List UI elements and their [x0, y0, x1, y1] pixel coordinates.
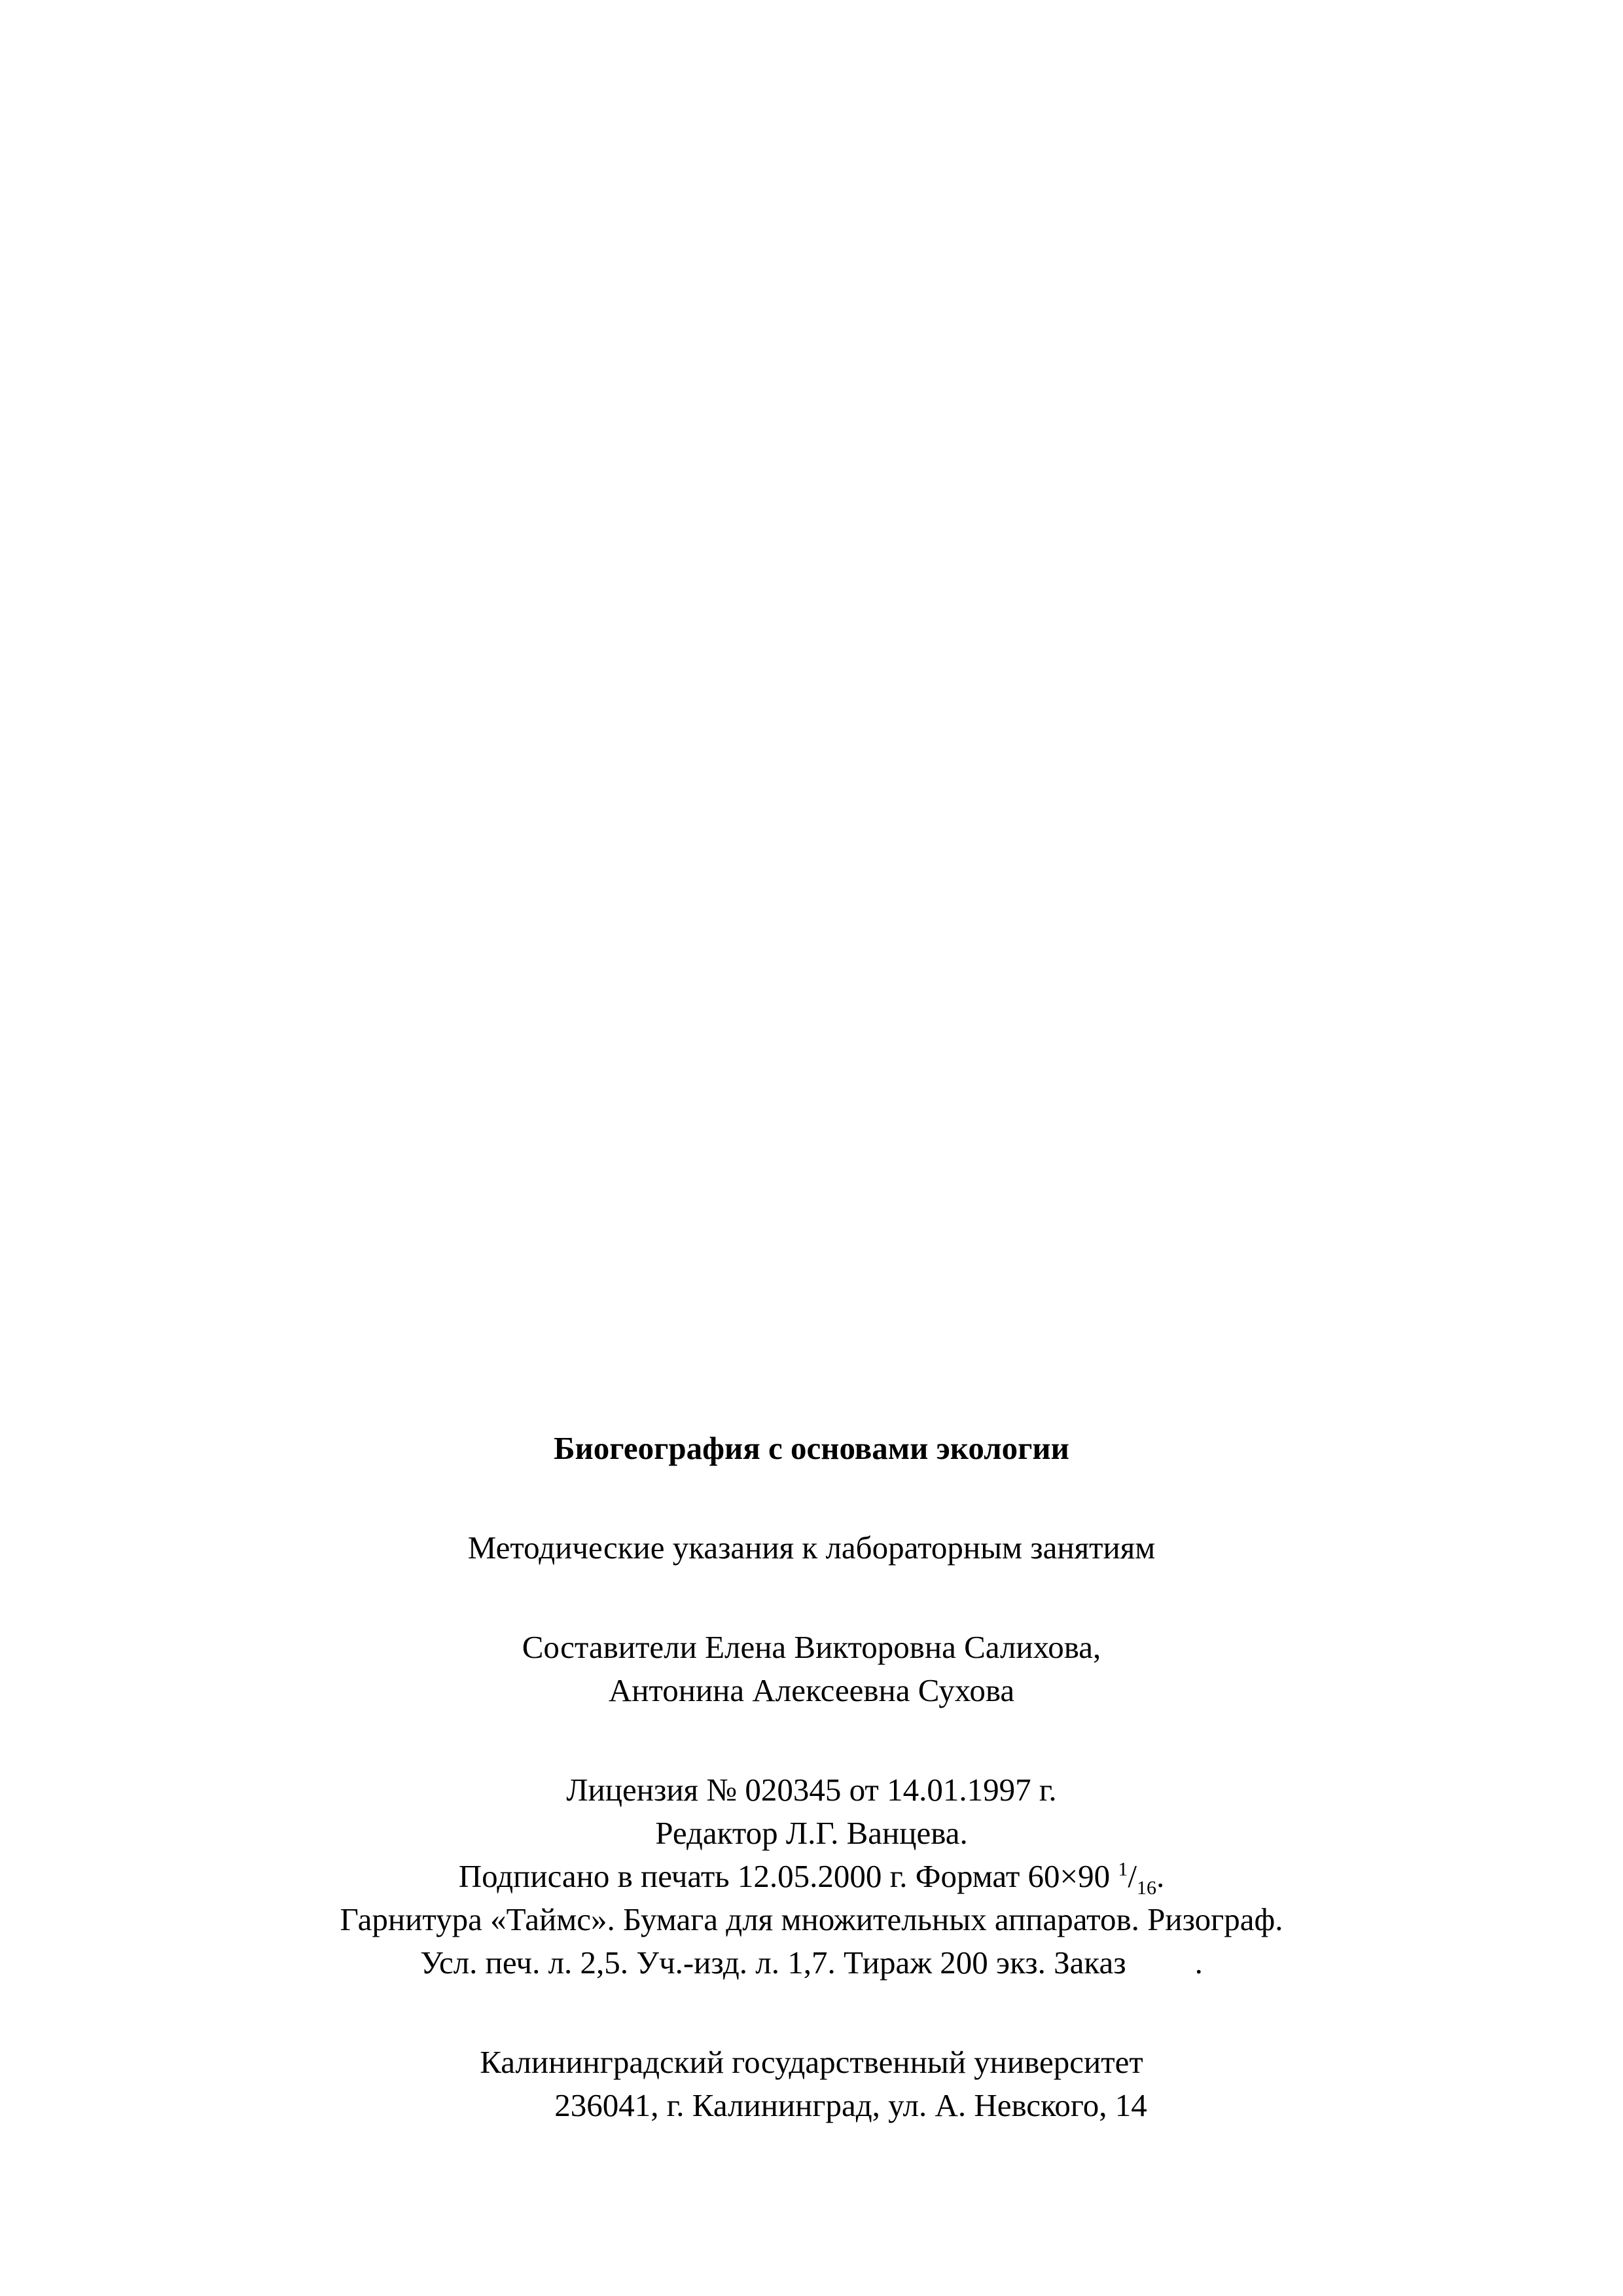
book-subtitle: Методические указания к лабораторным занятиям: [467, 1530, 1156, 1566]
colophon-block: [0, 1427, 1623, 2127]
fraction-numerator: 1: [1118, 1858, 1128, 1880]
compilers-line-1: Составители Елена Викторовна Салихова,: [522, 1629, 1101, 1665]
book-title: Биогеография с основами экологии: [554, 1430, 1069, 1466]
print-details-line: [0, 1941, 1623, 1984]
signed-format-line: [0, 1855, 1623, 1898]
signed-suffix: .: [1156, 1858, 1165, 1894]
print-details-text: Усл. печ. л. 2,5. Уч.-изд. л. 1,7. Тираж 200 экз. Заказ: [420, 1945, 1126, 1981]
compilers-line-2: Антонина Алексеевна Сухова: [608, 1672, 1015, 1708]
format-fraction: $^1/_{16}$: [1118, 1858, 1157, 1899]
license-line: Лицензия № 020345 от 14.01.1997 г.: [566, 1772, 1057, 1808]
university-address: 236041, г. Калининград, ул. А. Невского, 14: [554, 2087, 1147, 2123]
university-name: Калининградский государственный университет: [480, 2044, 1143, 2080]
spacer: [0, 1570, 1623, 1626]
signed-text: Подписано в печать 12.05.2000 г. Формат 60×90: [458, 1858, 1118, 1894]
print-details-suffix: .: [1194, 1945, 1203, 1981]
spacer: [0, 1470, 1623, 1526]
editor-line: Редактор Л.Г. Ванцева.: [655, 1815, 968, 1851]
typeface-line: Гарнитура «Таймс». Бумага для множительных аппаратов. Ризограф.: [340, 1901, 1283, 1937]
spacer: [0, 1712, 1623, 1768]
spacer: [0, 1984, 1623, 2041]
fraction-denominator: 16: [1137, 1876, 1157, 1899]
